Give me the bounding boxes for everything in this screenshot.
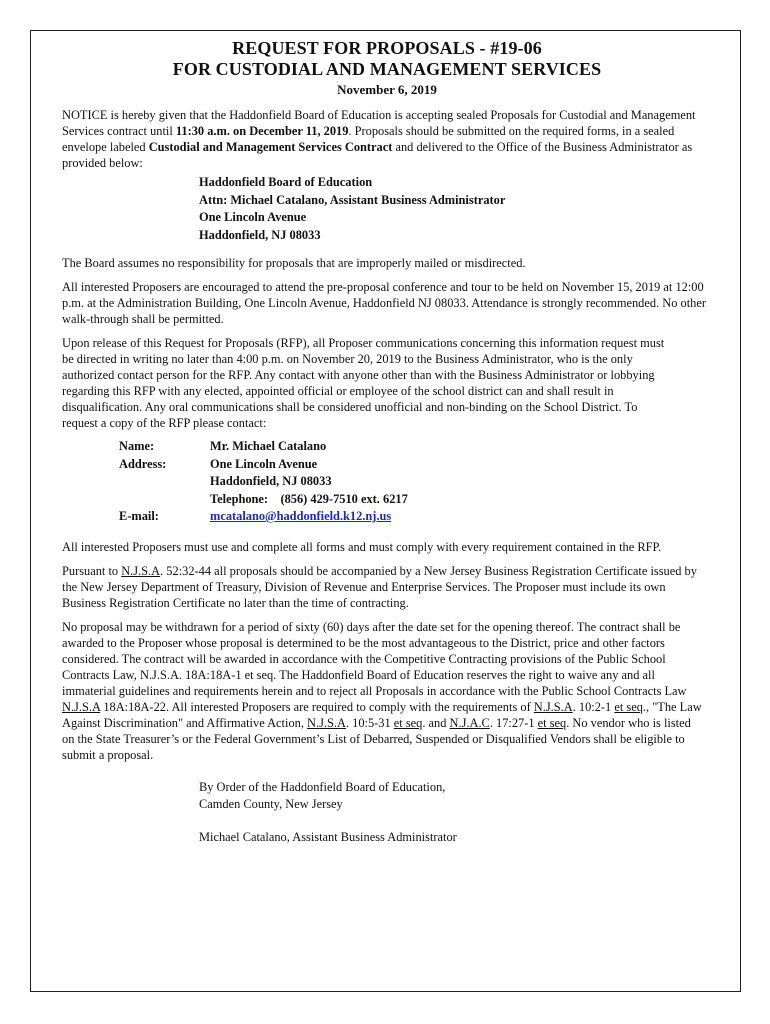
address-line: Haddonfield, NJ 08033 [199,227,321,242]
address-line: One Lincoln Avenue [199,210,307,224]
contact-address-2: Haddonfield, NJ 08033 [210,474,332,488]
pursuant-paragraph: Pursuant to N.J.S.A. 52:32-44 all proposals should be accompanied by a New Jersey Business Registration Certificate issued by the New Jersey Department of Treasury, Division of Revenue and Enterprise Services. The Proposer must include its own Business Registration Certificate no later than the time of contracting. [62,563,697,610]
email-link[interactable]: mcatalano@haddonfield.k12.nj.us [210,509,392,523]
release-paragraph: Upon release of this Request for Proposals (RFP), all Proposer communications concerning this information request must be directed in writing no later than 4:00 p.m. on November 20, 2019 to the Business Administrator, who is the only authorized contact person for the RFP. Any contact with anyone other than with the Business Administrator or lobbying regarding this RFP with any elected, appointed official or employee of the school district can and shall result in disqualification. Any oral communications shall be considered unofficial and non-binding on the School District. To request a copy of the RFP please contact: [62,336,665,430]
conference-paragraph: All interested Proposers are encouraged to attend the pre-proposal conference and tour to be held on November 15, 2019 at 12:00 p.m. at the Administration Building, One Lincoln Avenue, Haddonfield NJ 08033. Attendance is strongly recommended. No other walk-through shall be permitted. [62,280,706,326]
signature-line-3: Michael Catalano, Assistant Business Administrator [199,829,457,844]
notice-paragraph: NOTICE is hereby given that the Haddonfield Board of Education is accepting sealed Proposals for Custodial and Management Services contract until 11:30 a.m. on December 11, 2019. Proposals should be submitted on the required forms, in a sealed envelope labeled Custodial and Management Services Contract and delivered to the Office of the Business Administrator as provided below: [62,108,696,170]
address-line: Attn: Michael Catalano, Assistant Business Administrator [199,192,506,207]
address-label: Address: [119,456,167,471]
forms-paragraph: All interested Proposers must use and complete all forms and must comply with every requirement contained in the RFP. [62,539,662,554]
document-title [62,38,712,80]
title-line-2: FOR CUSTODIAL AND MANAGEMENT SERVICES [172,59,602,79]
responsibility-paragraph: The Board assumes no responsibility for proposals that are improperly mailed or misdirected. [62,256,526,270]
contact-block [119,438,712,526]
contact-address-1: One Lincoln Avenue [210,456,318,471]
document-date: November 6, 2019 [337,82,437,97]
withdrawal-paragraph: No proposal may be withdrawn for a period of sixty (60) days after the date set for the opening thereof. The contract shall be awarded to the Proposer whose proposal is determined to be the most advantageous to the District, price and other factors considered. The contract will be awarded in accordance with the Competitive Contracting provisions of the Public School Contracts Law, N.J.S.A. 18A:18A-1 et seq. The Haddonfield Board of Education reserves the right to waive any and all immaterial guidelines and requirements herein and to reject all Proposals in accordance with the Public School Contracts Law N.J.S.A 18A:18A-22. All interested Proposers are required to comply with the requirements of N.J.S.A. 10:2-1 et seq., "The Law Against Discrimination" and Affirmative Action, N.J.S.A. 10:5-31 et seq. and N.J.A.C. 17:27-1 et seq. No vendor who is listed on the State Treasurer’s or the Federal Government’s List of Debarred, Suspended or Disqualified Vendors shall be eligible to submit a proposal. [62,619,702,762]
email-label: E-mail: [119,509,159,523]
contact-name: Mr. Michael Catalano [210,439,327,453]
signature-block [199,779,712,846]
title-line-1: REQUEST FOR PROPOSALS - #19-06 [232,38,542,58]
address-line: Haddonfield Board of Education [199,175,373,189]
contact-telephone: Telephone: (856) 429-7510 ext. 6217 [210,491,408,506]
signature-line-2: Camden County, New Jersey [199,796,343,811]
signature-line-1: By Order of the Haddonfield Board of Education, [199,779,446,794]
submission-address [199,174,712,244]
document-body [62,38,712,846]
name-label: Name: [119,439,155,453]
